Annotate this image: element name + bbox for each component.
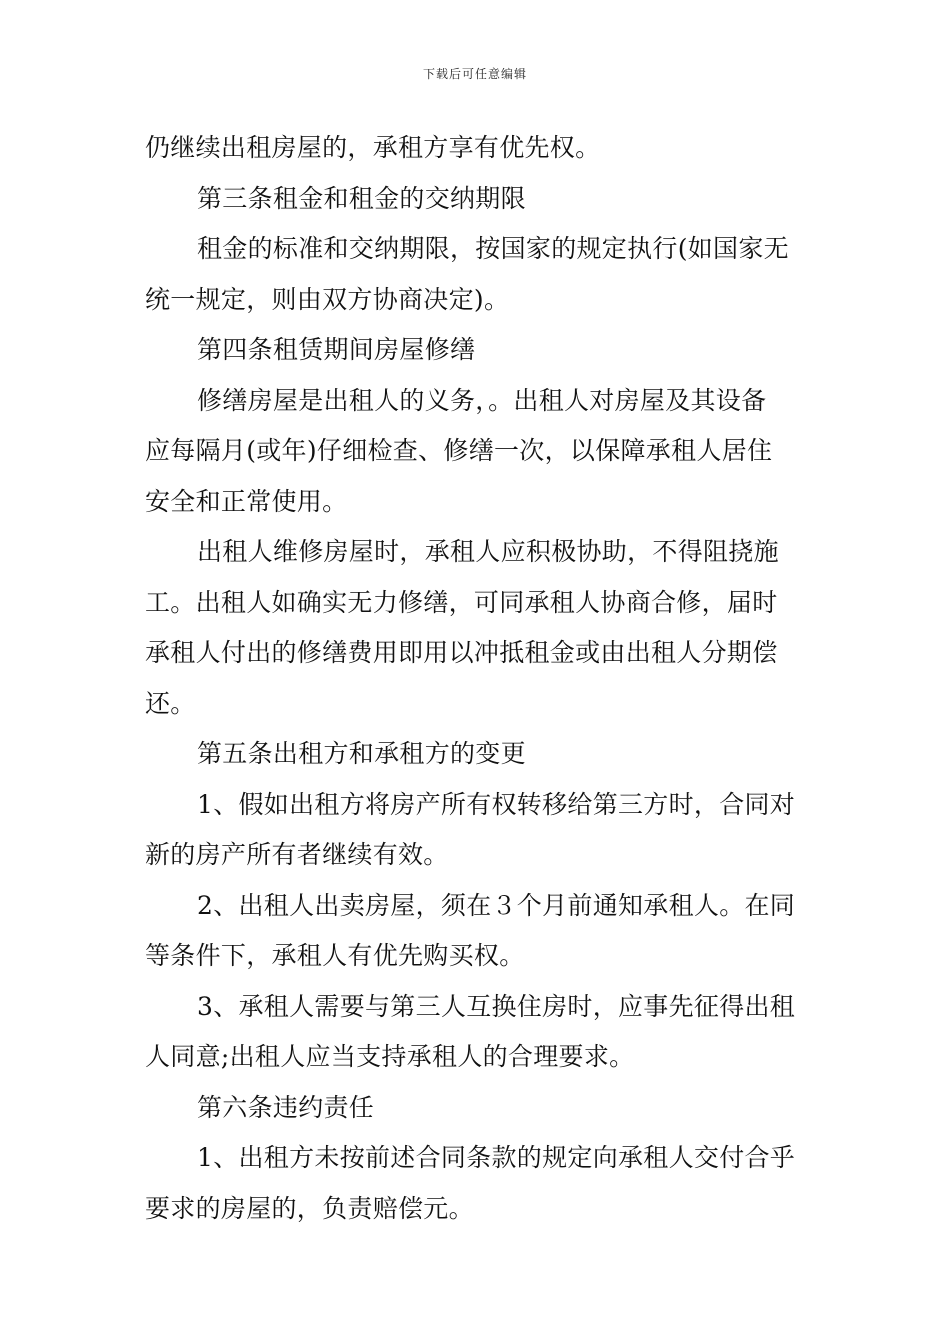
document-body [145, 130, 807, 1241]
paragraph-line: 应每隔月(或年)仔细检查、修缮一次，以保障承租人居住 [145, 436, 773, 465]
page-header: 下载后可任意编辑 [422, 67, 527, 81]
paragraph-line: 3、承租人需要与第三人互换住房时，应事先征得出租 [197, 991, 796, 1021]
paragraph-line: 承租人付出的修缮费用即用以冲抵租金或由出租人分期偿 [145, 638, 778, 667]
section-heading: 第六条违约责任 [197, 1092, 375, 1122]
paragraph-line: 人同意;出租人应当支持承租人的合理要求。 [145, 1042, 635, 1071]
paragraph-line: 新的房产所有者继续有效。 [145, 840, 449, 869]
section-heading: 第五条出租方和承租方的变更 [197, 739, 526, 768]
paragraph-line: 仍继续出租房屋的，承租方享有优先权。 [145, 133, 601, 162]
paragraph-line: 要求的房屋的，负责赔偿元。 [145, 1193, 474, 1223]
paragraph-line: 还。 [145, 688, 196, 718]
paragraph-line: 租金的标准和交纳期限，按国家的规定执行(如国家无 [197, 234, 789, 263]
paragraph-line: 出租人维修房屋时，承租人应积极协助，不得阻挠施 [197, 537, 779, 566]
paragraph-line: 统一规定，则由双方协商决定)。 [145, 284, 510, 314]
section-heading: 第四条租赁期间房屋修缮 [197, 335, 476, 364]
paragraph-line: 1、出租方未按前述合同条款的规定向承租人交付合乎 [197, 1143, 796, 1172]
section-heading: 第三条租金和租金的交纳期限 [197, 183, 526, 213]
paragraph-line: 修缮房屋是出租人的义务，。出租人对房屋及其设备 [197, 385, 767, 415]
paragraph-line: 安全和正常使用。 [145, 486, 348, 516]
paragraph-line: 1、假如出租方将房产所有权转移给第三方时，合同对 [197, 789, 796, 819]
paragraph-line: 等条件下，承租人有优先购买权。 [145, 941, 525, 970]
paragraph-line: 工。出租人如确实无力修缮，可同承租人协商合修，届时 [145, 587, 778, 617]
paragraph-line: 2、出租人出卖房屋，须在３个月前通知承租人。在同 [197, 890, 796, 920]
